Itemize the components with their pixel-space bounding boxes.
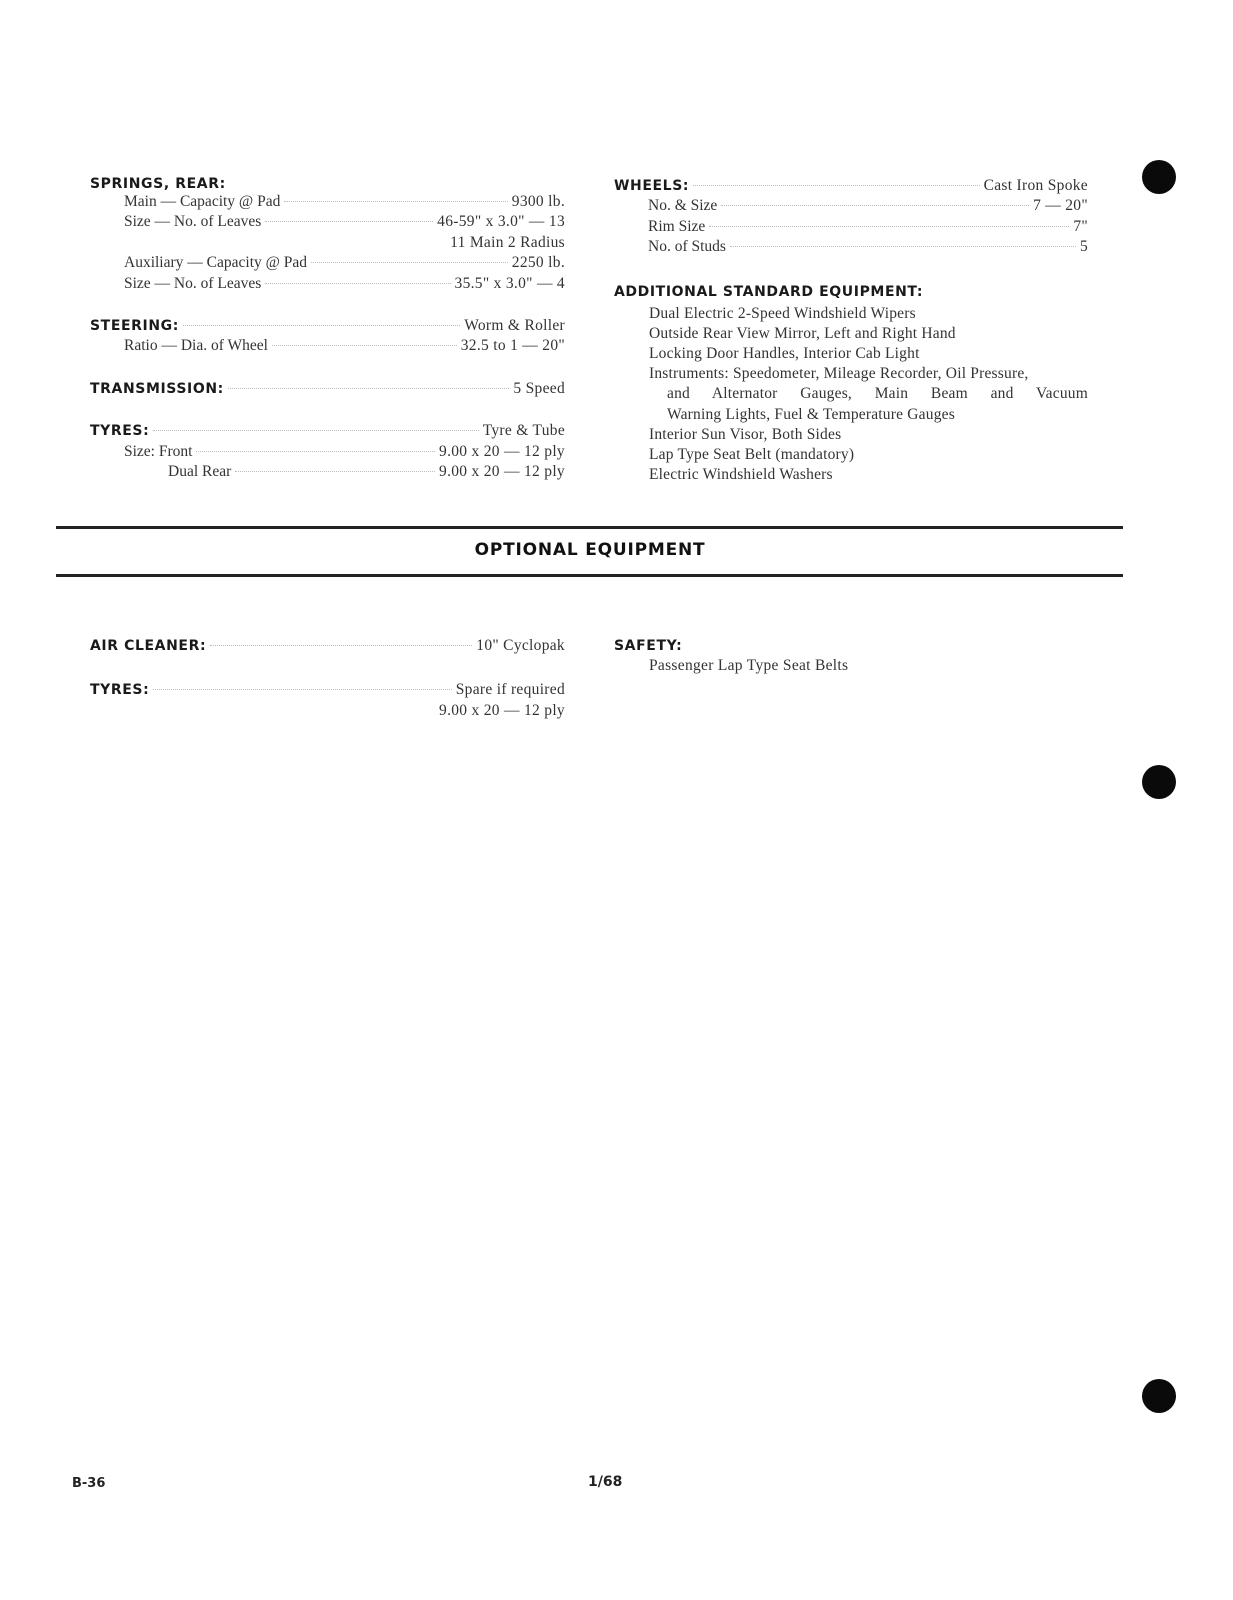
spacer <box>90 357 565 379</box>
springs-aux-capacity-value: 2250 lb. <box>511 254 565 272</box>
tyres-rear-row <box>90 462 565 482</box>
tyres-value: Tyre & Tube <box>482 422 565 440</box>
wheels-studs-row <box>614 237 1088 257</box>
leader-dots <box>709 226 1069 227</box>
transmission-row <box>90 379 565 399</box>
springs-main-size-continuation: 11 Main 2 Radius <box>450 233 565 251</box>
safety-heading: SAFETY: <box>614 638 683 654</box>
list-item-continuation: Warning Lights, Fuel & Temperature Gauges <box>667 405 955 423</box>
leader-dots <box>153 689 451 690</box>
tyres-front-value: 9.00 x 20 — 12 ply <box>439 442 565 460</box>
leader-dots <box>311 262 508 263</box>
wheels-heading: WHEELS: <box>614 178 690 194</box>
list-item: Locking Door Handles, Interior Cab Light <box>649 344 920 362</box>
springs-aux-size-label: Size — No. of Leaves <box>124 274 262 292</box>
leader-dots <box>183 325 460 326</box>
transmission-value: 5 Speed <box>513 379 565 397</box>
air-cleaner-value: 10" Cyclopak <box>476 637 565 654</box>
list-item: Instruments: Speedometer, Mileage Recorder, Oil Pressure, <box>649 365 1029 383</box>
leader-dots <box>153 430 478 431</box>
list-item: Dual Electric 2-Speed Windshield Wipers <box>649 304 916 322</box>
wheels-row <box>614 176 1088 196</box>
wheels-no-size-label: No. & Size <box>648 197 718 215</box>
wheels-studs-value: 5 <box>1079 238 1088 256</box>
springs-aux-size-row <box>90 274 565 294</box>
optional-column-right <box>614 636 1088 677</box>
tyres-heading: TYRES: <box>90 423 150 440</box>
leader-dots <box>284 201 507 202</box>
springs-aux-size-value: 35.5" x 3.0" — 4 <box>454 274 565 292</box>
wheels-rim-value: 7" <box>1073 217 1088 235</box>
springs-main-capacity-row <box>90 192 565 212</box>
steering-row <box>90 316 565 336</box>
springs-main-size-row <box>90 212 565 232</box>
tyres-row <box>90 421 565 441</box>
springs-main-capacity-label: Main — Capacity @ Pad <box>124 193 281 210</box>
optional-tyres-row <box>90 680 565 700</box>
list-item: Electric Windshield Washers <box>649 466 833 484</box>
leader-dots <box>228 388 510 389</box>
leader-dots <box>265 221 433 222</box>
tyres-front-label: Size: Front <box>124 442 193 460</box>
leader-dots <box>272 345 457 346</box>
optional-tyres-continuation: 9.00 x 20 — 12 ply <box>439 701 565 719</box>
spacer <box>90 656 565 680</box>
leader-dots <box>235 471 435 472</box>
list-item: Outside Rear View Mirror, Left and Right Hand <box>649 324 956 342</box>
springs-aux-capacity-row <box>90 253 565 273</box>
optional-tyres-heading: TYRES: <box>90 682 150 699</box>
leader-dots <box>730 246 1076 247</box>
steering-ratio-value: 32.5 to 1 — 20" <box>460 337 565 355</box>
springs-main-capacity-value: 9300 lb. <box>511 193 565 210</box>
section-rule-bottom <box>56 574 1123 577</box>
list-item: Lap Type Seat Belt (mandatory) <box>649 445 855 463</box>
spec-column-right <box>614 176 1088 485</box>
binder-hole-top <box>1142 160 1176 194</box>
additional-standard-list <box>614 304 1088 486</box>
steering-ratio-row <box>90 336 565 356</box>
optional-column-left <box>90 636 565 721</box>
wheels-no-size-row <box>614 196 1088 216</box>
binder-hole-bottom <box>1142 1379 1176 1413</box>
section-rule-top <box>56 526 1123 529</box>
steering-ratio-label: Ratio — Dia. of Wheel <box>124 337 268 355</box>
wheels-studs-label: No. of Studs <box>648 238 726 256</box>
air-cleaner-heading: AIR CLEANER: <box>90 638 207 654</box>
wheels-value: Cast Iron Spoke <box>983 177 1088 194</box>
page-code: B-36 <box>72 1476 106 1491</box>
spacer <box>90 399 565 421</box>
spec-column-left <box>90 176 565 482</box>
springs-main-size-value: 46-59" x 3.0" — 13 <box>437 213 565 231</box>
transmission-heading: TRANSMISSION: <box>90 380 224 397</box>
tyres-rear-value: 9.00 x 20 — 12 ply <box>439 462 565 480</box>
list-item: Interior Sun Visor, Both Sides <box>649 425 842 443</box>
steering-heading: STEERING: <box>90 317 179 334</box>
tyres-front-row <box>90 442 565 462</box>
wheels-rim-label: Rim Size <box>648 217 706 235</box>
springs-main-size-label: Size — No. of Leaves <box>124 213 262 231</box>
additional-standard-heading: ADDITIONAL STANDARD EQUIPMENT: <box>614 283 924 300</box>
list-item-continuation: and Alternator Gauges, Main Beam and Vacuum <box>667 385 1088 403</box>
wheels-rim-row <box>614 217 1088 237</box>
leader-dots <box>721 205 1029 206</box>
steering-value: Worm & Roller <box>464 316 565 334</box>
tyres-rear-label: Dual Rear <box>168 462 232 480</box>
spacer <box>90 294 565 316</box>
springs-aux-capacity-label: Auxiliary — Capacity @ Pad <box>124 254 308 272</box>
leader-dots <box>693 185 980 186</box>
leader-dots <box>196 451 435 452</box>
revision-date: 1/68 <box>588 1474 623 1490</box>
safety-item: Passenger Lap Type Seat Belts <box>649 657 849 675</box>
leader-dots <box>265 283 450 284</box>
springs-rear-heading: SPRINGS, REAR: <box>90 176 226 192</box>
binder-hole-middle <box>1142 765 1176 799</box>
optional-equipment-title: OPTIONAL EQUIPMENT <box>474 540 706 560</box>
spacer <box>614 258 1088 284</box>
leader-dots <box>210 645 472 646</box>
optional-tyres-value: Spare if required <box>455 681 565 699</box>
wheels-no-size-value: 7 — 20" <box>1033 197 1088 215</box>
air-cleaner-row <box>90 636 565 656</box>
